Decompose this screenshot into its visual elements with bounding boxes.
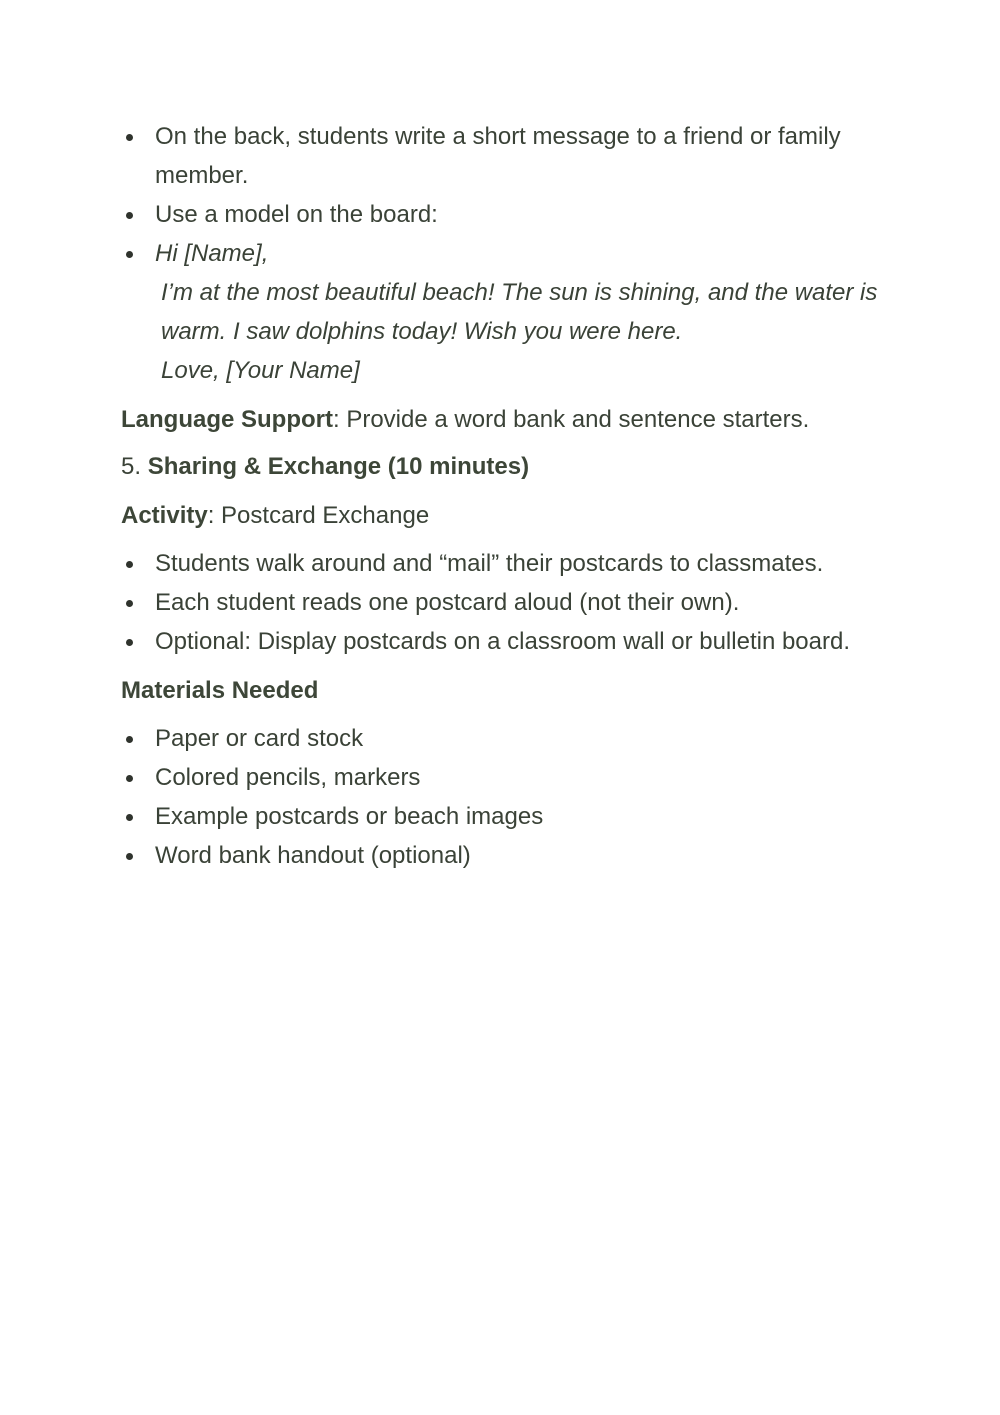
list-item [121, 583, 891, 622]
list-item-text: Paper or card stock [155, 725, 364, 752]
bullet-icon [126, 736, 133, 743]
bullet-icon [126, 853, 133, 860]
list-item [121, 544, 891, 583]
section-number: 5. [121, 453, 148, 480]
list-item-text: Use a model on the board: [155, 201, 438, 228]
list-item-text: Optional: Display postcards on a classroom wall or bulletin board. [155, 628, 851, 655]
bullet-icon [126, 639, 133, 646]
list-item-text: Example postcards or beach images [155, 803, 544, 830]
list-item-text: Colored pencils, markers [155, 764, 421, 791]
instruction-list [121, 117, 891, 390]
list-item [121, 758, 891, 797]
model-greeting: Hi [Name], [155, 240, 269, 267]
list-item [121, 622, 891, 661]
bullet-icon [126, 775, 133, 782]
bullet-icon [126, 251, 133, 258]
list-item [121, 195, 891, 234]
model-closing: Love, [Your Name] [161, 357, 360, 384]
section-title: Sharing & Exchange (10 minutes) [147, 453, 530, 480]
list-item [121, 797, 891, 836]
activity-label: Activity [121, 502, 208, 529]
model-body: I’m at the most beautiful beach! The sun is shining, and the water is warm. I saw dolphins today! Wish you were here. [161, 279, 878, 345]
materials-heading-text: Materials Needed [121, 677, 319, 704]
list-item-text: Students walk around and “mail” their postcards to classmates. [155, 550, 824, 577]
activity-text: : Postcard Exchange [207, 502, 430, 529]
list-item-text: Each student reads one postcard aloud (not their own). [155, 589, 740, 616]
bullet-icon [126, 212, 133, 219]
list-item-text: On the back, students write a short message to a friend or family member. [155, 123, 841, 189]
bullet-icon [126, 600, 133, 607]
bullet-icon [126, 561, 133, 568]
activity-list [121, 544, 891, 661]
language-support-paragraph [121, 400, 891, 439]
activity-paragraph [121, 496, 891, 535]
section-heading [121, 447, 891, 486]
bullet-icon [126, 134, 133, 141]
list-item-text: Word bank handout (optional) [155, 842, 471, 869]
document-content [121, 117, 891, 875]
language-support-label: Language Support [121, 406, 333, 433]
list-item [121, 836, 891, 875]
list-item [121, 719, 891, 758]
bullet-icon [126, 814, 133, 821]
materials-list [121, 719, 891, 875]
model-message-item [121, 234, 891, 390]
language-support-text: : Provide a word bank and sentence starters. [333, 406, 810, 433]
materials-heading [121, 671, 891, 710]
list-item [121, 117, 891, 195]
